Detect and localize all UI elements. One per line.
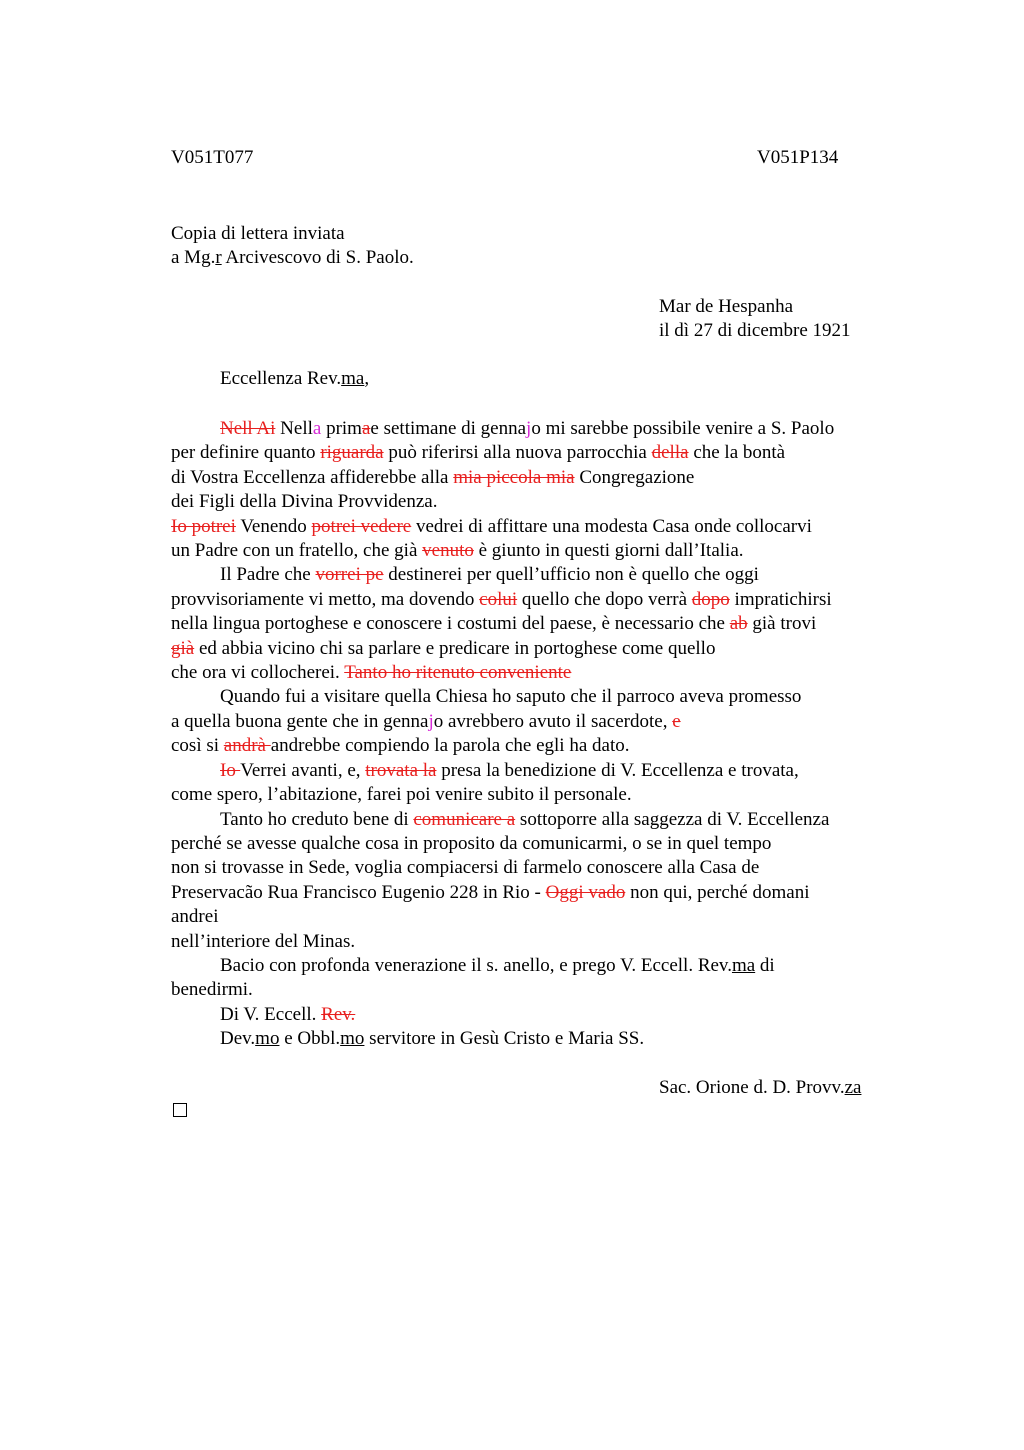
recipient-line-1: Copia di lettera inviata bbox=[171, 223, 345, 244]
salutation: Eccellenza Rev.ma, bbox=[220, 368, 370, 389]
letter-body bbox=[171, 417, 911, 1052]
body-line: andrei bbox=[171, 906, 219, 928]
body-line: così si andrà andrebbe compiendo la parola che egli ha dato. bbox=[171, 735, 630, 757]
body-line: perché se avesse qualche cosa in proposito da comunicarmi, o se in quel tempo bbox=[171, 832, 772, 854]
body-line: Nell Ai Nella primae settimane di gennajo mi sarebbe possibile venire a S. Paolo bbox=[220, 418, 835, 439]
body-line: come spero, l’abitazione, farei poi venire subito il personale. bbox=[171, 784, 632, 806]
body-line: provvisoriamente vi metto, ma dovendo colui quello che dopo verrà dopo impratichirsi bbox=[171, 588, 832, 610]
signature: Sac. Orione d. D. Provv.za bbox=[659, 1077, 862, 1098]
place-line: Mar de Hespanha bbox=[659, 296, 794, 317]
body-line: benedirmi. bbox=[171, 979, 253, 1001]
document-code-left: V051T077 bbox=[171, 147, 254, 168]
body-line: Quando fui a visitare quella Chiesa ho saputo che il parroco aveva promesso bbox=[220, 686, 802, 708]
body-line: Tanto ho creduto bene di comunicare a sottoporre alla saggezza di V. Eccellenza bbox=[220, 808, 830, 830]
body-line: che ora vi collocherei. Tanto ho ritenuto conveniente bbox=[171, 662, 572, 684]
document-code-right: V051P134 bbox=[757, 147, 839, 168]
recipient-block bbox=[171, 222, 414, 271]
body-line: Il Padre che vorrei pe destinerei per quell’ufficio non è quello che oggi bbox=[220, 564, 759, 586]
body-line: un Padre con un fratello, che già venuto è giunto in questi giorni dall’Italia. bbox=[171, 540, 744, 562]
body-line: dei Figli della Divina Provvidenza. bbox=[171, 491, 438, 513]
body-line: per definire quanto riguarda può riferirsi alla nuova parrocchia della che la bontà bbox=[171, 442, 786, 464]
date-line: il dì 27 di dicembre 1921 bbox=[659, 320, 851, 342]
body-line: Io potrei Venendo potrei vedere vedrei di affittare una modesta Casa onde collocarvi bbox=[171, 515, 812, 537]
place-date-block bbox=[659, 295, 851, 344]
body-line: nell’interiore del Minas. bbox=[171, 930, 356, 952]
recipient-line-2: a Mg.r Arcivescovo di S. Paolo. bbox=[171, 247, 414, 269]
body-line: Io Verrei avanti, e, trovata la presa la benedizione di V. Eccellenza e trovata, bbox=[220, 759, 799, 781]
body-line: Dev.mo e Obbl.mo servitore in Gesù Cristo e Maria SS. bbox=[220, 1028, 645, 1050]
body-line: a quella buona gente che in gennajo avrebbero avuto il sacerdote, e bbox=[171, 710, 681, 732]
checkbox-empty-icon bbox=[173, 1103, 187, 1117]
body-line: Bacio con profonda venerazione il s. anello, e prego V. Eccell. Rev.ma di bbox=[220, 954, 775, 976]
body-line: Preservacão Rua Francisco Eugenio 228 in Rio - Oggi vado non qui, perché domani bbox=[171, 881, 810, 903]
body-line: non si trovasse in Sede, voglia compiacersi di farmelo conoscere alla Casa de bbox=[171, 857, 760, 879]
body-line: già ed abbia vicino chi sa parlare e predicare in portoghese come quello bbox=[171, 637, 716, 659]
body-line: di Vostra Eccellenza affiderebbe alla mia piccola mia Congregazione bbox=[171, 466, 695, 488]
body-line: nella lingua portoghese e conoscere i costumi del paese, è necessario che ab già trovi bbox=[171, 613, 817, 635]
body-line: Di V. Eccell. Rev. bbox=[220, 1003, 356, 1025]
